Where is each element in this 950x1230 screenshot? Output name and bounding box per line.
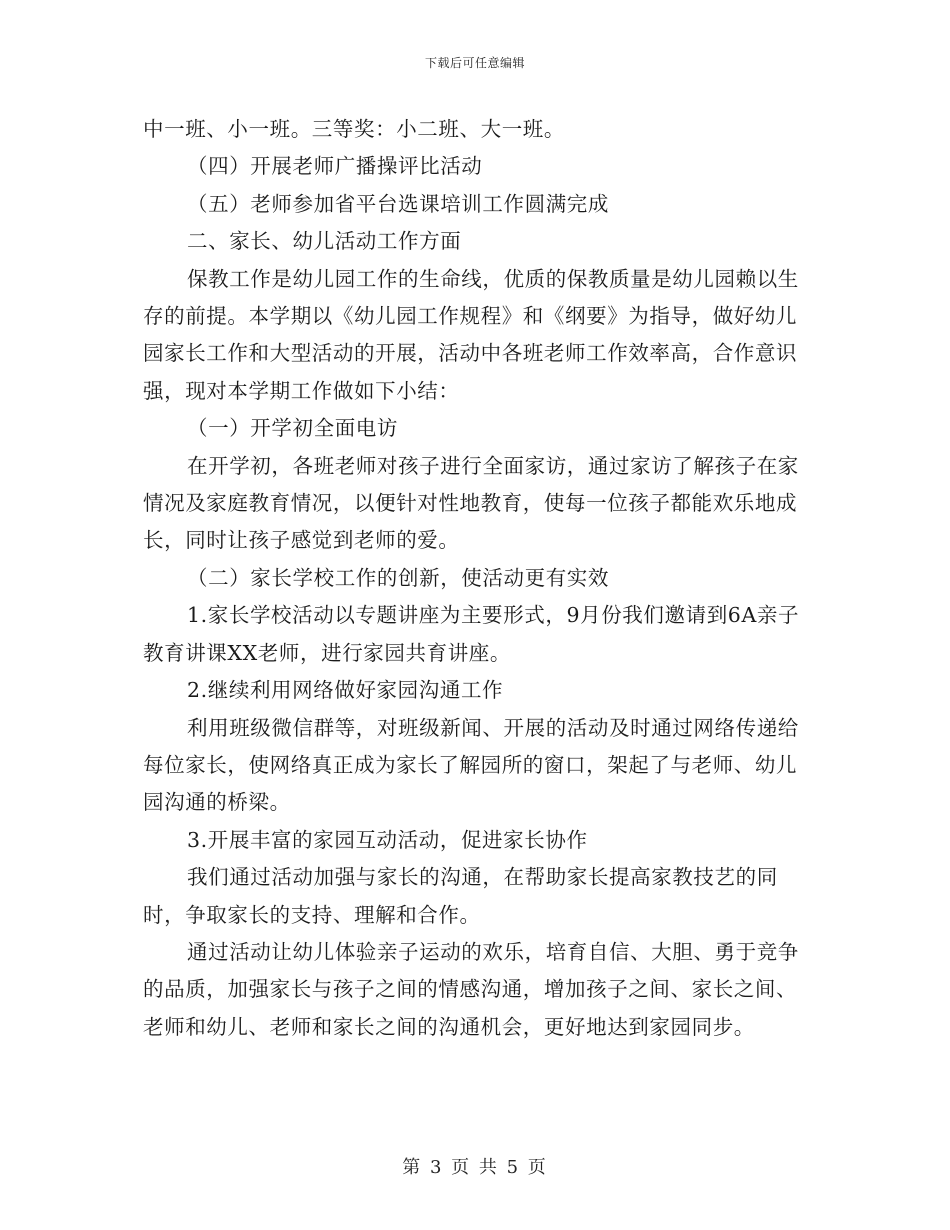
paragraph-item-5: （五）老师参加省平台选课培训工作圆满完成 <box>187 191 609 216</box>
paragraph-communication: 我们通过活动加强与家长的沟通，在帮助家长提高家教技艺的同时，争取家长的支持、理解和合作。 <box>143 865 778 927</box>
paragraph-point-2: 2.继续利用网络做好家园沟通工作 <box>187 678 504 703</box>
section-heading-2: 二、家长、幼儿活动工作方面 <box>187 229 462 254</box>
paragraph-item-4: （四）开展老师广播操评比活动 <box>187 154 483 179</box>
document-body <box>143 111 807 1046</box>
paragraph-intro: 保教工作是幼儿园工作的生命线，优质的保教质量是幼儿园赖以生存的前提。本学期以《幼儿园工作规程》和《纲要》为指导，做好幼儿园家长工作和大型活动的开展，活动中各班老师工作效率高，合作意识强，现对本学期工作做如下小结： <box>143 266 799 403</box>
paragraph-network: 利用班级微信群等，对班级新闻、开展的活动及时通过网络传递给每位家长，使网络真正成为家长了解园所的窗口，架起了与老师、幼儿园沟通的桥梁。 <box>143 715 799 815</box>
paragraph-home-visit: 在开学初，各班老师对孩子进行全面家访，通过家访了解孩子在家情况及家庭教育情况，以便针对性地教育，使每一位孩子都能欢乐地成长，同时让孩子感觉到老师的爱。 <box>143 453 799 553</box>
paragraph-activities: 通过活动让幼儿体验亲子运动的欢乐，培育自信、大胆、勇于竞争的品质，加强家长与孩子之间的情感沟通，增加孩子之间、家长之间、老师和幼儿、老师和家长之间的沟通机会，更好地达到家园同步。 <box>143 939 799 1039</box>
paragraph-awards-continued: 中一班、小一班。三等奖：小二班、大一班。 <box>143 117 565 141</box>
subheading-2: （二）家长学校工作的创新，使活动更有实效 <box>187 565 609 590</box>
subheading-1: （一）开学初全面电访 <box>187 416 398 441</box>
page-number-footer: 第 3 页 共 5 页 <box>402 1157 548 1178</box>
paragraph-point-3: 3.开展丰富的家园互动活动，促进家长协作 <box>187 827 588 852</box>
page-header-note: 下载后可任意编辑 <box>424 56 525 70</box>
paragraph-point-1: 1.家长学校活动以专题讲座为主要形式，9月份我们邀请到6A亲子教育讲课XX老师，进行家园共育讲座。 <box>143 603 800 665</box>
